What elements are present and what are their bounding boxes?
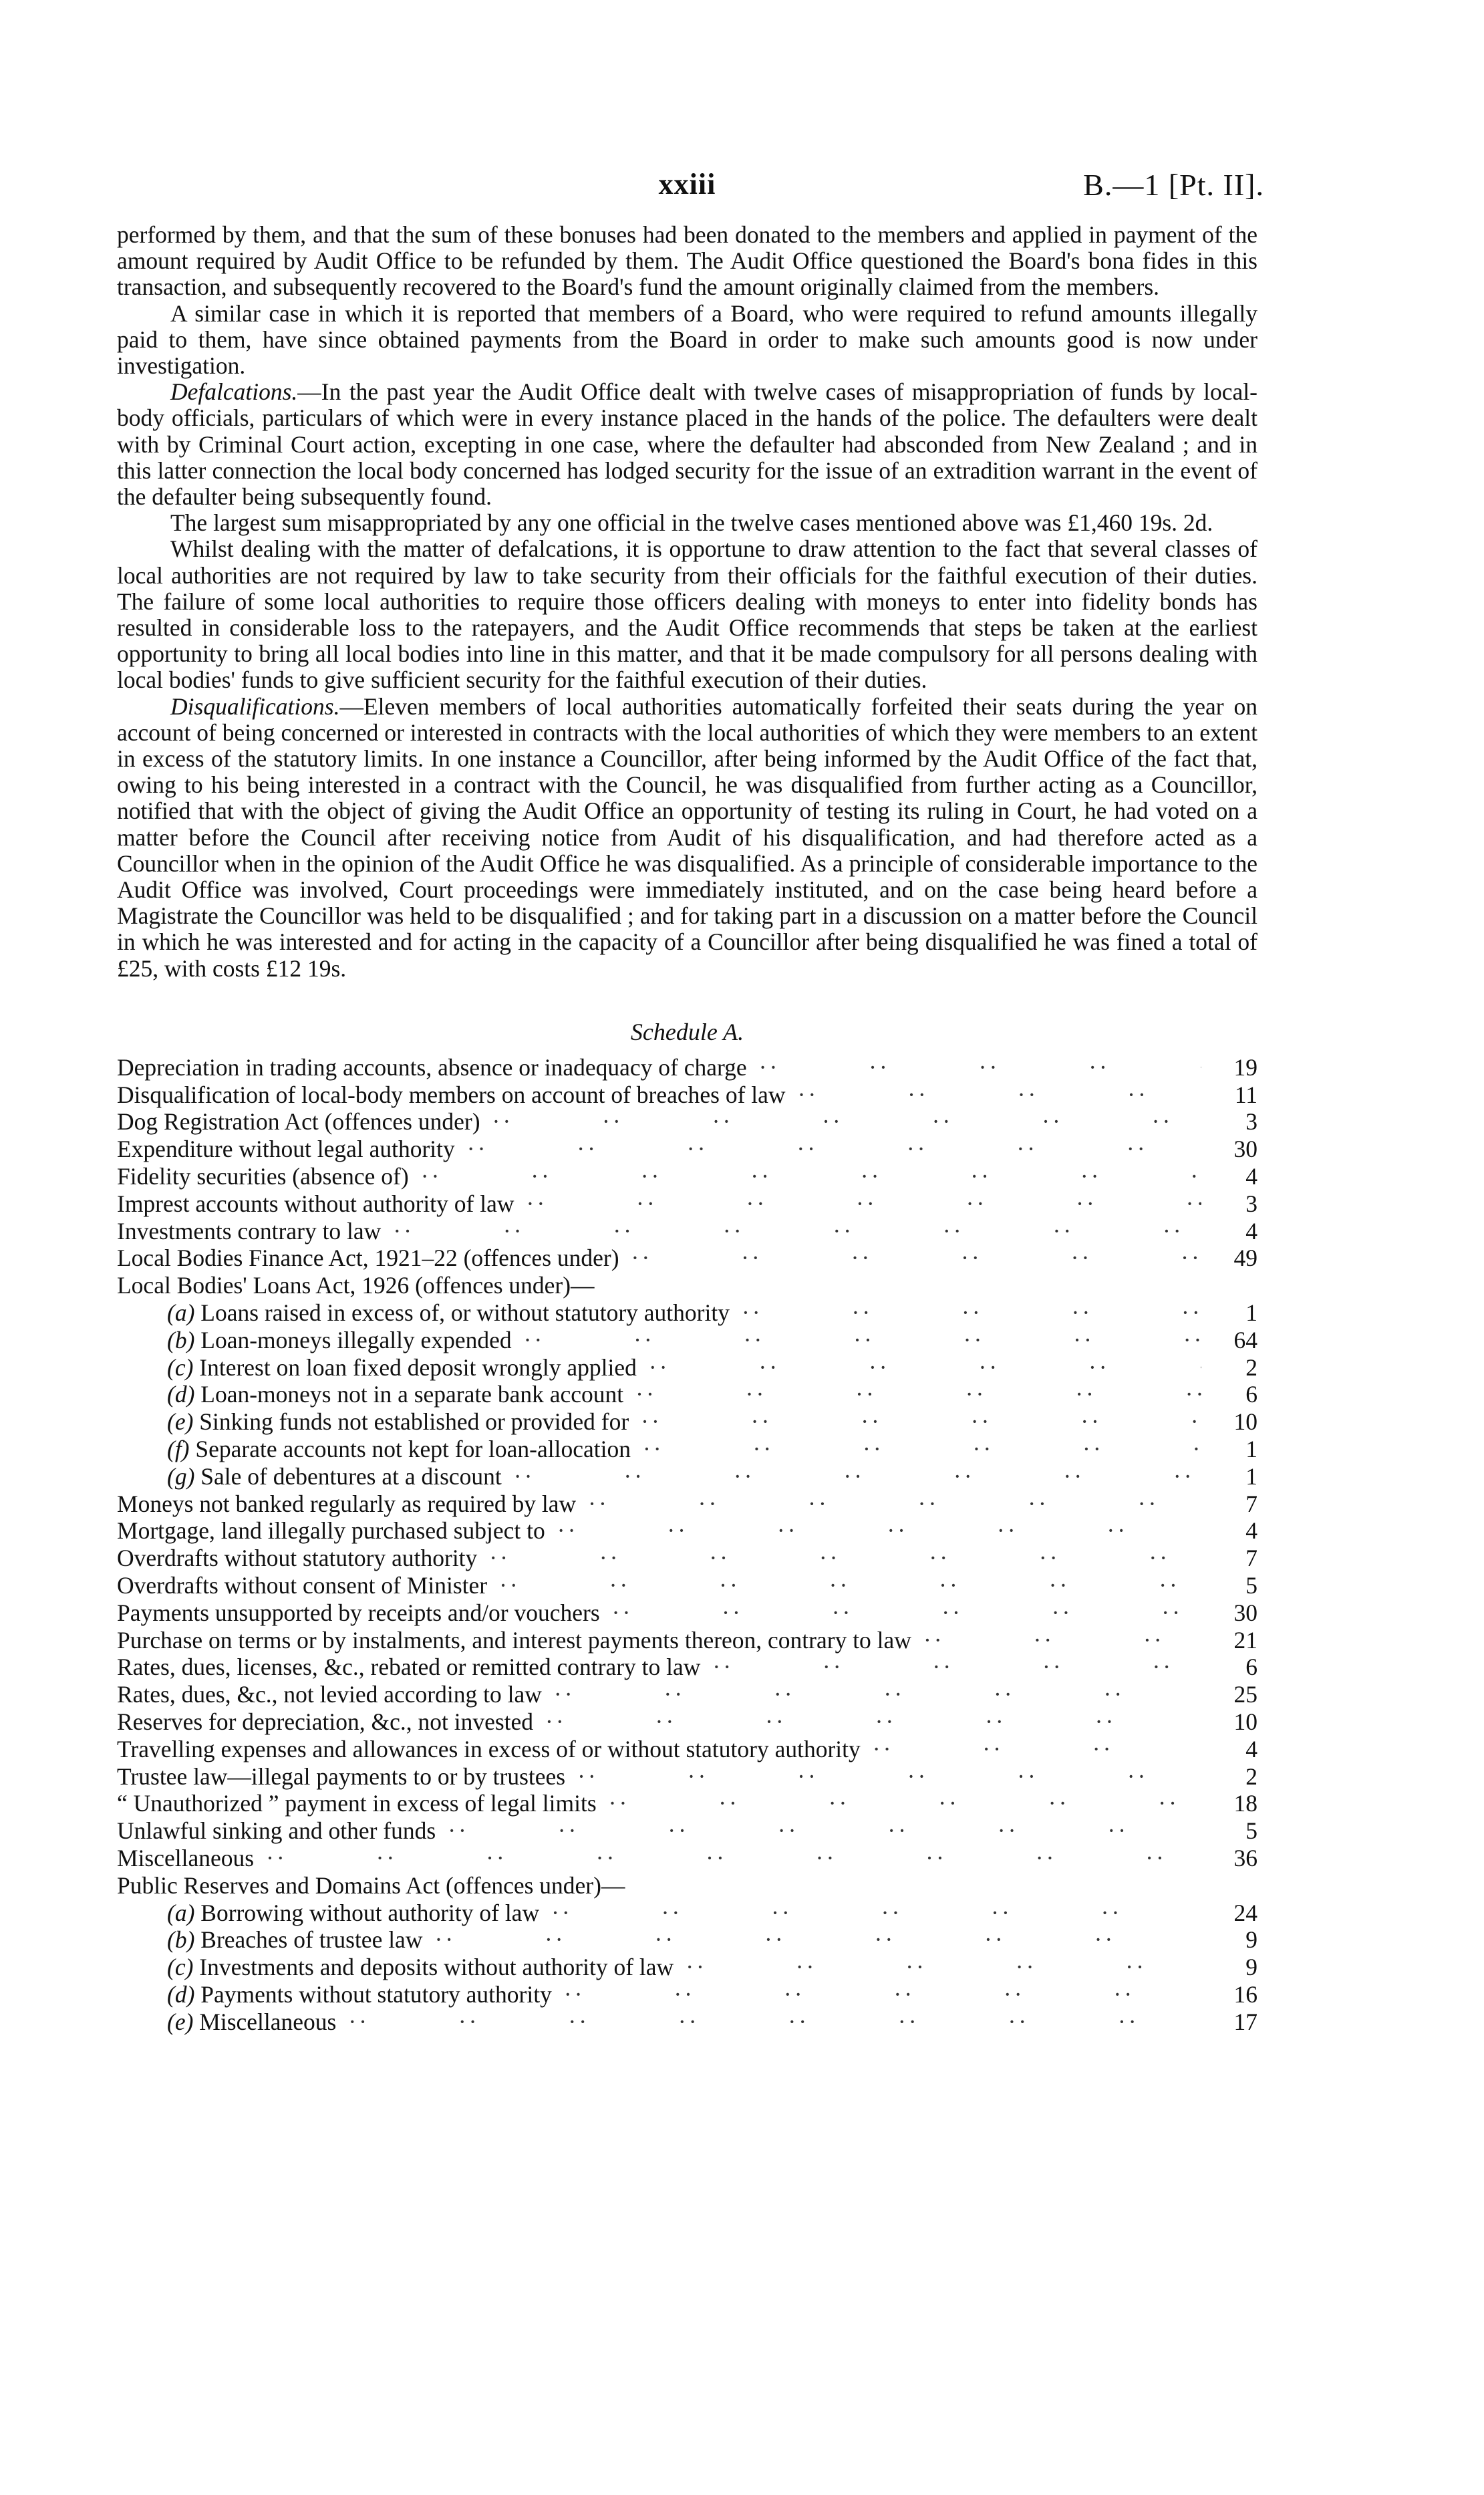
schedule-item-text: Rates, dues, &c., not levied according to law	[117, 1681, 542, 1708]
schedule-item-text: Dog Registration Act (offences under)	[117, 1108, 480, 1136]
schedule-table	[117, 1054, 1257, 2036]
paragraph	[117, 222, 1257, 301]
schedule-item-label	[117, 1054, 747, 1081]
schedule-row	[117, 1817, 1257, 1845]
leader-dots	[641, 1408, 1201, 1436]
leader-dots	[348, 2008, 1201, 2036]
schedule-row	[117, 1681, 1257, 1708]
schedule-item-letter: (d)	[167, 1381, 195, 1408]
leader-dots	[631, 1244, 1201, 1272]
schedule-row	[117, 1790, 1257, 1817]
document-reference: B.—1 [Pt. II].	[1083, 168, 1264, 202]
leader-dots	[649, 1354, 1201, 1382]
schedule-row	[117, 1408, 1257, 1436]
schedule-item-text: Loans raised in excess of, or without statutory authority	[200, 1299, 730, 1327]
leader-dots	[643, 1436, 1201, 1463]
schedule-item-text: Overdrafts without consent of Minister	[117, 1572, 488, 1599]
schedule-row	[117, 1981, 1257, 2008]
schedule-row	[117, 1354, 1257, 1382]
leader-dots	[266, 1845, 1201, 1872]
schedule-row	[117, 1926, 1257, 1954]
schedule-item-count: 7	[1245, 1490, 1257, 1517]
paragraph	[117, 510, 1257, 536]
schedule-item-text: Investments contrary to law	[117, 1217, 382, 1244]
schedule-item-count: 6	[1245, 1381, 1257, 1408]
schedule-item-text: Expenditure without legal authority	[117, 1136, 455, 1163]
leader-dots	[564, 1981, 1201, 2008]
schedule-item-label	[117, 1081, 786, 1109]
schedule-item-text: Unlawful sinking and other funds	[117, 1817, 436, 1845]
leader-dots	[492, 1108, 1201, 1136]
schedule-item-label	[117, 1708, 533, 1736]
schedule-item-letter: (e)	[167, 1408, 194, 1436]
schedule-row	[117, 1627, 1257, 1654]
schedule-row	[117, 1136, 1257, 1163]
schedule-item-letter: (e)	[167, 2008, 194, 2035]
schedule-item-text: Payments without statutory authority	[200, 1980, 552, 2008]
paragraph-disqualifications	[117, 694, 1257, 982]
schedule-item-letter: (f)	[167, 1436, 190, 1463]
schedule-item-text: Borrowing without authority of law	[200, 1899, 540, 1926]
schedule-item-text: Rates, dues, licenses, &c., rebated or remitted contrary to law	[117, 1654, 701, 1681]
schedule-item-count: 17	[1233, 2008, 1257, 2035]
schedule-item-label	[167, 1463, 502, 1490]
body-text	[117, 222, 1257, 982]
schedule-title: Schedule A.	[630, 1018, 744, 1045]
schedule-row	[117, 1436, 1257, 1463]
paragraph-text: —Eleven members of local authorities automatically forfeited their seats during the year on account of being concerned or interested in contracts with the local authorities of which they were members to an extent in excess of the statutory limits. In one instance a Councillor, after being informed by the Audit Office of the fact that, owing to his being interested in a contract with the Council, he was disqualified from further acting as a Councillor, notified that with the object of giving the Audit Office an opportunity of testing its ruling in Court, he had voted on a matter before the Council after receiving notice from Audit of his disqualification, and had therefore acted as a Councillor when in the opinion of the Audit Office he was disqualified. As a principle of considerable importance to the Audit Office was involved, Court proceedings were immediately instituted, and on the case being heard before a Magistrate the Councillor was held to be disqualified ; and for taking part in a discussion on a matter before the Council in which he was interested and for acting in the capacity of a Councillor after being disqualified he was fined a total of £25, with costs £12 19s.	[117, 692, 1257, 982]
leader-dots	[923, 1627, 1201, 1654]
schedule-item-text: Depreciation in trading accounts, absence or inadequacy of charge	[117, 1053, 747, 1081]
paragraph-text: —In the past year the Audit Office dealt with twelve cases of misappropriation of funds by local-body officials, particulars of which were in every instance placed in the hands of the police. The defaulters were dealt with by Criminal Court action, excepting in one case, where the defaulter had absconded from New Zealand ; and in this latter connection the local body concerned has lodged security for the issue of an extradition warrant in the event of the defaulter being subsequently found.	[117, 378, 1257, 511]
schedule-row	[117, 1954, 1257, 1981]
page-number: xxiii	[658, 168, 716, 201]
schedule-item-label	[167, 1408, 629, 1436]
schedule-item-count: 5	[1245, 1572, 1257, 1599]
schedule-row	[117, 1708, 1257, 1736]
schedule-item-letter: (g)	[167, 1462, 195, 1490]
schedule-item-letter: (c)	[167, 1353, 194, 1381]
paragraph-defalcations	[117, 379, 1257, 510]
schedule-row	[117, 1599, 1257, 1627]
schedule-item-count: 36	[1233, 1845, 1257, 1871]
schedule-item-text: Mortgage, land illegally purchased subject to	[117, 1517, 545, 1545]
schedule-item-letter: (b)	[167, 1326, 195, 1353]
schedule-item-count: 4	[1245, 1163, 1257, 1190]
schedule-item-label	[167, 1954, 674, 1981]
schedule-item-label	[117, 1244, 619, 1272]
schedule-row	[117, 1272, 1257, 1299]
schedule-item-text: Local Bodies Finance Act, 1921–22 (offences under)	[117, 1244, 619, 1272]
schedule-item-text: Fidelity securities (absence of)	[117, 1163, 409, 1190]
schedule-item-label	[117, 1572, 487, 1599]
leader-dots	[448, 1817, 1201, 1845]
schedule-item-text: Travelling expenses and allowances in excess of or without statutory authority	[117, 1735, 861, 1762]
schedule-item-label	[117, 1790, 597, 1817]
schedule-item-count: 4	[1245, 1217, 1257, 1244]
schedule-row	[117, 1572, 1257, 1599]
schedule-item-count: 49	[1233, 1244, 1257, 1272]
schedule-item-count: 16	[1233, 1980, 1257, 2008]
schedule-item-count: 19	[1233, 1053, 1257, 1081]
schedule-item-count: 9	[1245, 1926, 1257, 1954]
schedule-item-label	[167, 1926, 422, 1954]
schedule-item-letter: (d)	[167, 1980, 195, 2008]
schedule-item-text: Investments and deposits without authority of law	[199, 1954, 674, 1981]
schedule-row	[117, 1763, 1257, 1791]
schedule-item-label	[117, 1817, 436, 1845]
schedule-row	[117, 1736, 1257, 1763]
leader-dots	[551, 1899, 1201, 1927]
schedule-item-text: Local Bodies' Loans Act, 1926 (offences under)—	[117, 1272, 595, 1299]
schedule-item-text: Moneys not banked regularly as required by law	[117, 1490, 577, 1517]
schedule-item-label	[167, 1436, 631, 1463]
schedule-item-text: Miscellaneous	[199, 2008, 337, 2035]
schedule-item-label	[167, 1299, 730, 1327]
paragraph	[117, 301, 1257, 380]
leader-dots	[421, 1163, 1201, 1190]
schedule-item-letter: (c)	[167, 1954, 194, 1981]
schedule-item-count: 2	[1245, 1762, 1257, 1790]
schedule-item-count: 30	[1233, 1599, 1257, 1626]
schedule-row	[117, 1490, 1257, 1518]
schedule-row	[117, 1654, 1257, 1681]
schedule-row	[117, 1299, 1257, 1327]
schedule-item-label	[167, 1981, 552, 2008]
leader-dots	[467, 1136, 1201, 1163]
leader-dots	[635, 1381, 1201, 1408]
schedule-item-label	[167, 1354, 637, 1382]
leader-dots	[609, 1790, 1201, 1817]
schedule-item-letter: (a)	[167, 1299, 195, 1327]
schedule-item-count: 2	[1245, 1353, 1257, 1381]
leader-dots	[554, 1681, 1201, 1708]
schedule-item-count: 30	[1233, 1136, 1257, 1163]
schedule-item-text: Miscellaneous	[117, 1845, 255, 1871]
schedule-item-label	[117, 1763, 565, 1791]
paragraph-text: performed by them, and that the sum of these bonuses had been donated to the members and applied in payment of the amount required by Audit Office to be refunded by them. The Audit Office questioned the Board's bona fides in this transaction, and subsequently recovered to the Board's fund the amount originally claimed from the members.	[117, 221, 1257, 301]
schedule-item-text: Trustee law—illegal payments to or by trustees	[117, 1762, 566, 1790]
document-page	[117, 167, 1264, 2036]
schedule-item-label	[117, 1517, 545, 1545]
schedule-item-label	[117, 1136, 455, 1163]
schedule-row	[117, 1054, 1257, 1081]
paragraph-text: Whilst dealing with the matter of defalcations, it is opportune to draw attention to the fact that several classes of local authorities are not required by law to take security from their officials for the faithful execution of their duties. The failure of some local authorities to require those officers dealing with moneys to enter into fidelity bonds has resulted in considerable loss to the ratepayers, and the Audit Office recommends that steps be taken at the earliest opportunity to bring all local bodies into line in this matter, and that it be made compulsory for all persons dealing with local bodies' funds to give sufficient security for the faithful execution of their duties.	[117, 535, 1257, 694]
schedule-item-count: 1	[1245, 1462, 1257, 1490]
leader-dots	[759, 1054, 1201, 1081]
schedule-item-count: 9	[1245, 1954, 1257, 1981]
paragraph	[117, 536, 1257, 693]
schedule-item-text: Loan-moneys illegally expended	[200, 1326, 512, 1353]
schedule-item-count: 11	[1234, 1081, 1257, 1108]
leader-dots	[557, 1517, 1201, 1545]
schedule-row	[117, 2008, 1257, 2036]
section-heading: Disqualifications.	[170, 692, 340, 720]
schedule-item-count: 1	[1245, 1299, 1257, 1327]
schedule-row	[117, 1463, 1257, 1490]
schedule-item-text: Overdrafts without statutory authority	[117, 1545, 478, 1572]
schedule-item-text: Public Reserves and Domains Act (offences under)—	[117, 1871, 625, 1899]
schedule-item-text: Purchase on terms or by instalments, and interest payments thereon, contrary to law	[117, 1626, 911, 1654]
schedule-row	[117, 1872, 1257, 1899]
schedule-item-label	[117, 1190, 514, 1218]
schedule-item-count: 5	[1245, 1817, 1257, 1845]
leader-dots	[712, 1654, 1201, 1681]
schedule-row	[117, 1081, 1257, 1109]
leader-dots	[612, 1599, 1201, 1627]
paragraph-text: The largest sum misappropriated by any one official in the twelve cases mentioned above was £1,460 19s. 2d.	[170, 509, 1213, 537]
schedule-item-text: “ Unauthorized ” payment in excess of legal limits	[117, 1790, 597, 1817]
leader-dots	[577, 1763, 1201, 1791]
schedule-item-count: 3	[1245, 1108, 1257, 1136]
leader-dots	[527, 1190, 1202, 1218]
leader-dots	[434, 1926, 1201, 1954]
schedule-item-label	[117, 1654, 700, 1681]
schedule-row	[117, 1218, 1257, 1245]
schedule-item-label	[167, 1899, 539, 1927]
schedule-item-label	[117, 1490, 576, 1518]
schedule-item-label	[117, 1218, 381, 1245]
schedule-item-label	[117, 1681, 542, 1708]
schedule-item-text: Breaches of trustee law	[200, 1926, 423, 1954]
schedule-item-text: Reserves for depreciation, &c., not invested	[117, 1708, 534, 1736]
page-header	[117, 167, 1264, 207]
leader-dots	[742, 1299, 1201, 1327]
schedule-item-label	[117, 1599, 600, 1627]
schedule-item-count: 64	[1233, 1326, 1257, 1353]
schedule-item-text: Disqualification of local-body members on account of breaches of law	[117, 1081, 786, 1108]
schedule-item-label	[117, 1108, 480, 1136]
paragraph-text: A similar case in which it is reported that members of a Board, who were required to refund amounts illegally paid to them, have since obtained payments from the Board in order to make such amounts good is now under investigation.	[117, 299, 1257, 380]
schedule-item-text: Separate accounts not kept for loan-allocation	[195, 1436, 631, 1463]
schedule-item-label	[117, 1845, 254, 1872]
schedule-item-count: 21	[1233, 1626, 1257, 1654]
schedule-item-label	[117, 1627, 911, 1654]
schedule-row	[117, 1545, 1257, 1572]
schedule-item-text: Sinking funds not established or provided for	[199, 1408, 629, 1436]
section-heading: Defalcations.	[170, 378, 298, 406]
leader-dots	[588, 1490, 1201, 1518]
leader-dots	[686, 1954, 1201, 1981]
leader-dots	[545, 1708, 1201, 1736]
schedule-row	[117, 1163, 1257, 1190]
schedule-item-label	[117, 1872, 625, 1899]
schedule-item-count: 4	[1245, 1517, 1257, 1545]
schedule-item-label	[167, 2008, 336, 2036]
schedule-item-count: 3	[1245, 1190, 1257, 1217]
schedule-row	[117, 1327, 1257, 1354]
schedule-row	[117, 1899, 1257, 1927]
schedule-row	[117, 1845, 1257, 1872]
schedule-item-label	[167, 1327, 512, 1354]
schedule-row	[117, 1108, 1257, 1136]
schedule-row	[117, 1190, 1257, 1218]
schedule-item-text: Interest on loan fixed deposit wrongly applied	[199, 1353, 637, 1381]
leader-dots	[489, 1545, 1201, 1572]
schedule-row	[117, 1244, 1257, 1272]
leader-dots	[514, 1463, 1201, 1490]
schedule-item-count: 25	[1233, 1681, 1257, 1708]
leader-dots	[524, 1327, 1201, 1354]
schedule-item-count: 4	[1245, 1735, 1257, 1762]
schedule-item-text: Sale of debentures at a discount	[200, 1462, 502, 1490]
schedule-item-label	[117, 1163, 409, 1190]
schedule-row	[117, 1517, 1257, 1545]
schedule-item-count: 7	[1245, 1545, 1257, 1572]
leader-dots	[499, 1572, 1201, 1599]
schedule-item-count: 6	[1245, 1654, 1257, 1681]
schedule-item-label	[117, 1736, 861, 1763]
schedule-item-letter: (a)	[167, 1899, 195, 1926]
schedule-item-label	[117, 1272, 595, 1299]
schedule-item-text: Loan-moneys not in a separate bank account	[200, 1381, 624, 1408]
schedule-item-text: Imprest accounts without authority of law	[117, 1190, 514, 1217]
schedule-item-label	[167, 1381, 623, 1408]
schedule-item-label	[117, 1545, 477, 1572]
schedule-item-count: 18	[1233, 1790, 1257, 1817]
schedule-item-text: Payments unsupported by receipts and/or vouchers	[117, 1599, 600, 1626]
schedule-item-count: 24	[1233, 1899, 1257, 1926]
schedule-item-count: 10	[1233, 1708, 1257, 1736]
schedule-item-count: 1	[1245, 1436, 1257, 1463]
schedule-row	[117, 1381, 1257, 1408]
leader-dots	[798, 1081, 1201, 1109]
leader-dots	[873, 1736, 1201, 1763]
schedule-item-count: 10	[1233, 1408, 1257, 1436]
leader-dots	[393, 1218, 1201, 1245]
schedule-item-letter: (b)	[167, 1926, 195, 1954]
